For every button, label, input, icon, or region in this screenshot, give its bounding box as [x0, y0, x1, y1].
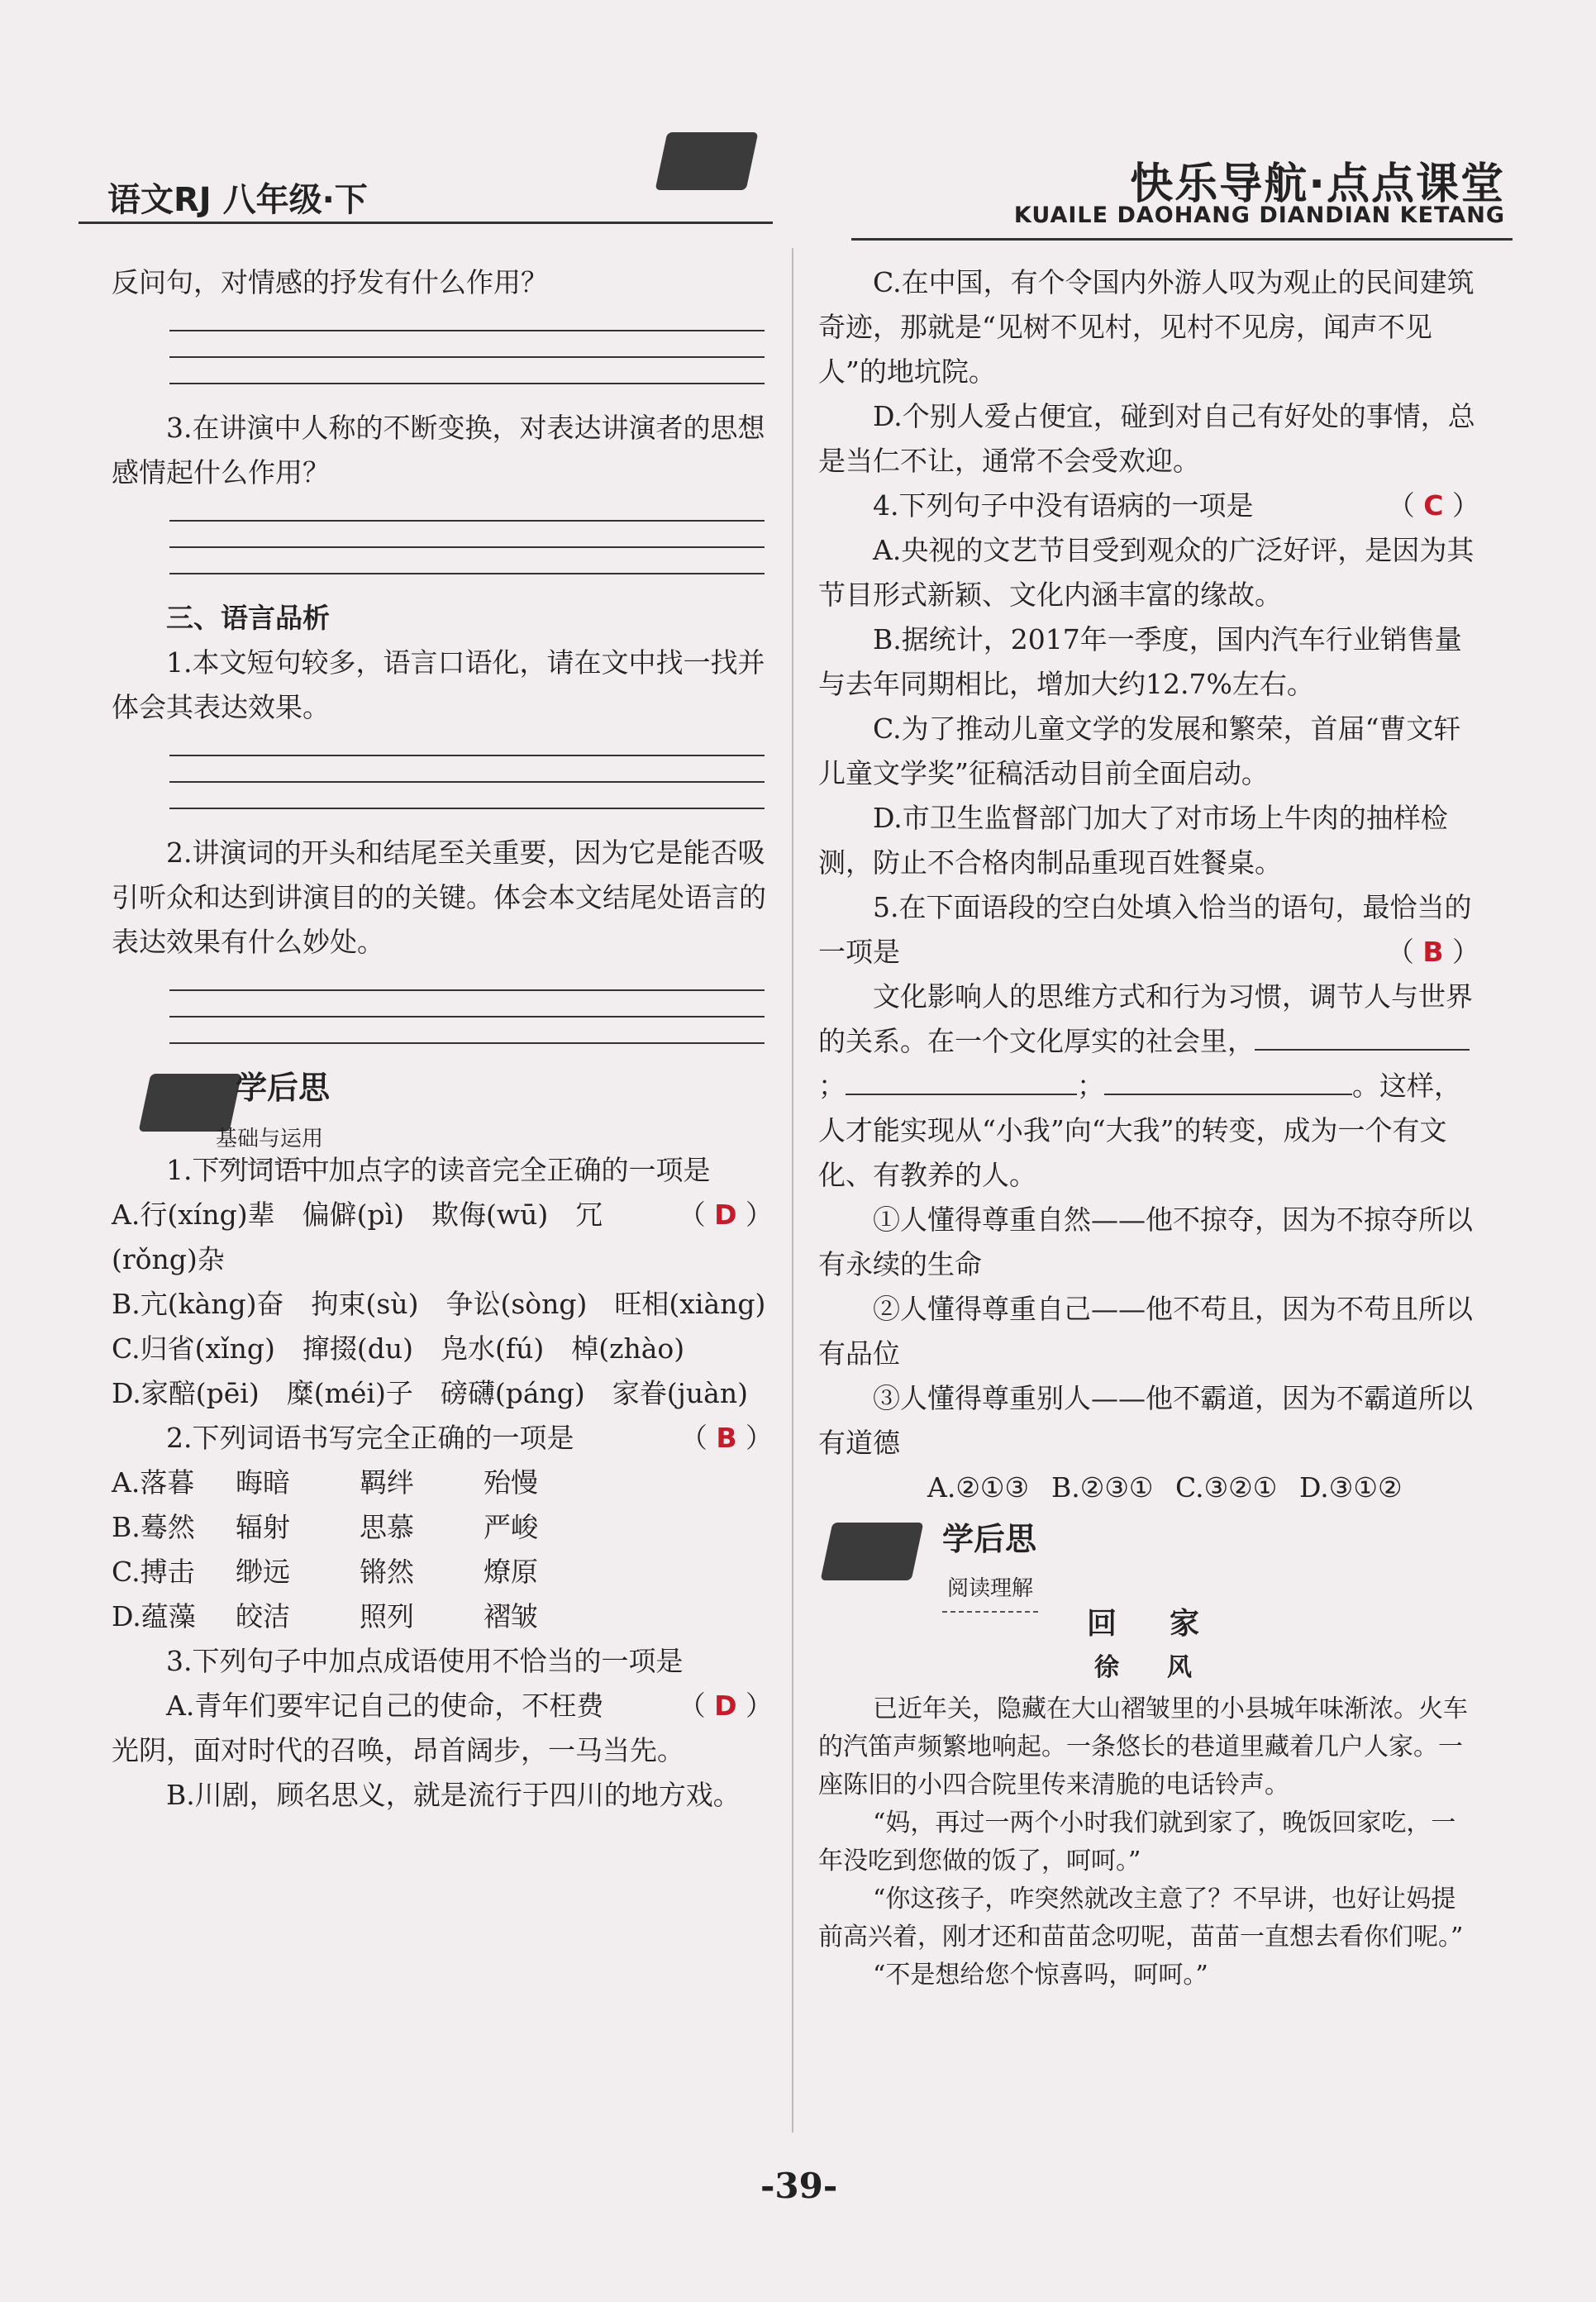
answer-mark: D: [714, 1199, 737, 1231]
header-right-title: 快乐导航·点点课堂: [1130, 160, 1505, 209]
statement-2: ②人懂得尊重自己——他不苟且，因为不苟且所以有品位: [818, 1293, 1473, 1370]
answer-line[interactable]: [169, 383, 765, 384]
book-icon: [821, 1523, 924, 1580]
answer-mark: C: [1423, 489, 1444, 522]
left-column: [112, 260, 773, 1818]
option-row: D.蕴藻 皎洁 照列 褶皱: [112, 1600, 538, 1632]
statement-3: ③人懂得尊重别人——他不霸道，因为不霸道所以有道德: [818, 1382, 1473, 1459]
question-5: 5.在下面语段的空白处填入恰当的语句，最恰当的一项是 （ B ）: [818, 891, 1479, 968]
header-divider-left: [79, 222, 773, 224]
question-3: 3.在讲演中人称的不断变换，对表达讲演者的思想感情起什么作用？: [112, 412, 765, 489]
answer-options: A.②①③ B.②③① C.③②① D.③①②: [927, 1471, 1403, 1504]
passage-text: 文化影响人的思维方式和行为习惯，调节人与世界的关系。在一个文化厚实的社会里，； ； 。这样，人才能实现从“小我”向“大我”的转变，成为一个有文化、有教养的人。: [818, 980, 1473, 1191]
story-paragraph: 已近年关，隐藏在大山褶皱里的小县城年味渐浓。火车的汽笛声频繁地响起。一条悠长的巷道里藏着几户人家。一座陈旧的小四合院里传来清脆的电话铃声。: [818, 1694, 1468, 1799]
story-paragraph: “不是想给您个惊喜吗，呵呵。”: [873, 1961, 1208, 1990]
option-c: C.归省(xǐng) 撺掇(du) 凫水(fú) 棹(zhào): [112, 1332, 685, 1365]
story-title: 回 家: [1086, 1606, 1211, 1641]
answer-line[interactable]: [169, 573, 765, 574]
badge-subtitle: 阅读理解: [942, 1566, 1038, 1613]
option-b: B.亢(kàng)奋 拘束(sù) 争讼(sòng) 旺相(xiàng): [112, 1288, 766, 1320]
option-a: A.青年们要牢记自己的使命，不枉费光阴，面对时代的召唤，昂首阔步，一马当先。: [112, 1690, 684, 1766]
answer-mark: B: [1422, 936, 1444, 968]
answer-line[interactable]: [169, 781, 765, 783]
option-a: A.行(xíng)辈 偏僻(pì) 欺侮(wū) 冗(rǒng)杂: [112, 1199, 603, 1275]
option-d: D.个别人爱占便宜，碰到对自己有好处的事情，总是当仁不让，通常不会受欢迎。: [818, 400, 1475, 477]
column-divider: [792, 248, 793, 2133]
answer-line[interactable]: [169, 808, 765, 809]
answer-line[interactable]: [169, 356, 765, 358]
option-row: A.落暮 晦暗 羁绊 殆慢: [112, 1466, 538, 1499]
answer-line[interactable]: [169, 546, 765, 548]
option-d: D.市卫生监督部门加大了对市场上牛肉的抽样检测，防止不合格肉制品重现百姓餐桌。: [818, 802, 1448, 879]
story-paragraph: “妈，再过一两个小时我们就到家了，晚饭回家吃，一年没吃到您做的饭了，呵呵。”: [818, 1809, 1456, 1875]
basic-question-3: 3.下列句子中加点成语使用不恰当的一项是 （ D ）: [166, 1645, 773, 1722]
answer-line[interactable]: [169, 1016, 765, 1018]
right-column: [818, 260, 1479, 1995]
badge-title: 学后思: [236, 1070, 331, 1106]
option-row: B.蓦然 辐射 思慕 严峻: [112, 1511, 538, 1543]
page-number: -39-: [760, 2166, 838, 2206]
section-heading: 三、语言品析: [166, 602, 330, 634]
question-continuation: 反问句，对情感的抒发有什么作用？: [112, 266, 548, 298]
option-b: B.据统计，2017年一季度，国内汽车行业销售量与去年同期相比，增加大约12.7%左右。: [818, 623, 1462, 700]
story-author: 徐 风: [1094, 1653, 1203, 1682]
basic-question-1: 1.下列词语中加点字的读音完全正确的一项是 （ D ）: [166, 1154, 773, 1231]
option-row: C.搏击 缈远 锵然 燎原: [112, 1556, 538, 1588]
answer-line[interactable]: [169, 1042, 765, 1044]
answer-mark: B: [716, 1422, 737, 1454]
answer-mark: D: [714, 1690, 737, 1722]
option-b: B.川剧，顾名思义，就是流行于四川的地方戏。: [166, 1779, 741, 1811]
badge-block: [818, 1510, 1479, 1601]
language-question-2: 2.讲演词的开头和结尾至关重要，因为它是能否吸引听众和达到讲演目的的关键。体会本文结尾处语言的表达效果有什么妙处。: [112, 836, 766, 958]
option-a: A.央视的文艺节目受到观众的广泛好评，是因为其节目形式新颖、文化内涵丰富的缘故。: [818, 534, 1475, 611]
question-4: 4.下列句子中没有语病的一项是 （ C ）: [873, 489, 1479, 522]
badge-title: 学后思: [942, 1521, 1037, 1557]
answer-line[interactable]: [169, 520, 765, 522]
badge-block: [112, 1065, 773, 1151]
option-d: D.家醅(pēi) 糜(méi)子 磅礴(páng) 家眷(juàn): [112, 1377, 748, 1409]
statement-1: ①人懂得尊重自然——他不掠夺，因为不掠夺所以有永续的生命: [818, 1203, 1473, 1280]
header-right-subtitle: KUAILE DAOHANG DIANDIAN KETANG: [1013, 203, 1505, 228]
basic-question-2: 2.下列词语书写完全正确的一项是 （ B ）: [166, 1422, 773, 1454]
answer-line[interactable]: [169, 989, 765, 991]
answer-line[interactable]: [169, 755, 765, 756]
option-c: C.为了推动儿童文学的发展和繁荣，首届“曹文轩儿童文学奖”征稿活动目前全面启动。: [818, 713, 1461, 789]
language-question-1: 1.本文短句较多，语言口语化，请在文中找一找并体会其表达效果。: [112, 646, 765, 723]
header-left-title: 语文RJ 八年级·下: [107, 181, 368, 219]
option-c: C.在中国，有个令国内外游人叹为观止的民间建筑奇迹，那就是“见树不见村，见村不见房，闻声不见人”的地坑院。: [818, 266, 1475, 388]
answer-line[interactable]: [169, 330, 765, 331]
book-icon: [655, 132, 759, 190]
badge-subtitle: 基础与运用: [211, 1117, 328, 1163]
story-paragraph: “你这孩子，咋突然就改主意了？不早讲，也好让妈提前高兴着，刚才还和苗苗念叨呢，苗苗一直想去看你们呢。”: [818, 1885, 1464, 1952]
header-divider-right: [851, 238, 1513, 241]
